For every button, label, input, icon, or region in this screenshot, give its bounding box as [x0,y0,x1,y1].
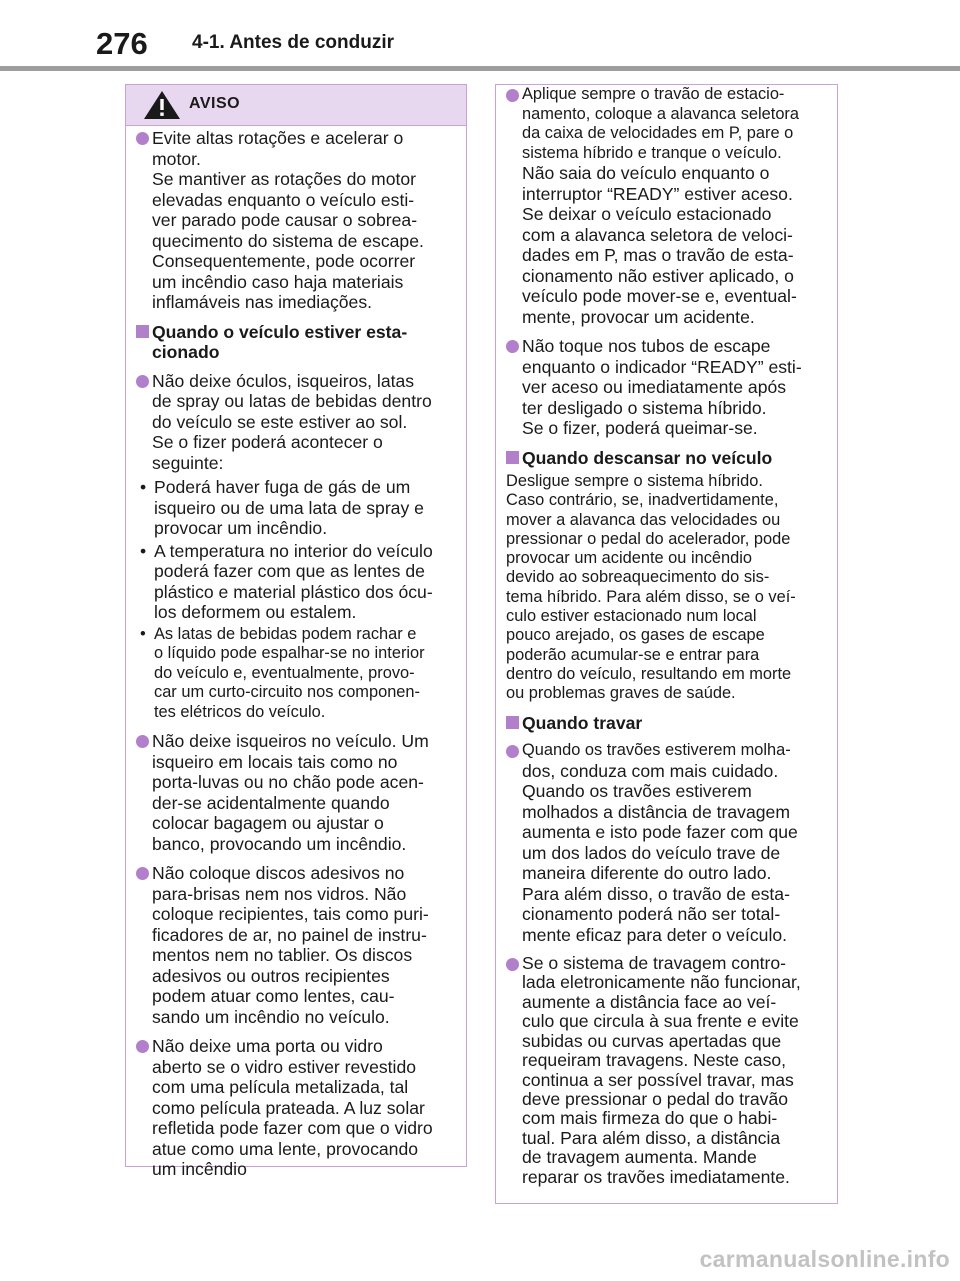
warning-box-left [125,84,467,1179]
text-line: pressionar o pedal do acelerador, pode [506,529,791,548]
bullet-icon [506,89,519,102]
bullet-icon [136,867,149,880]
text-line: colocar bagagem ou ajustar o [152,813,384,833]
text-line: coloque recipientes, tais como puri- [152,904,429,924]
subheading-parked [136,322,456,363]
warning-triangle-icon [142,89,182,121]
list-dot: • [140,477,147,497]
text-line: A temperatura no interior do veículo [154,540,433,561]
text-line: atue como uma lente, provocando [152,1138,419,1159]
text-line: adesivos ou outros recipientes [152,965,390,986]
text-line: refletida pode fazer com que o vidro [152,1118,433,1138]
text-line: Se o fizer, poderá queimar-se. [522,418,758,438]
warning-item-exhaust-pipes [506,336,827,439]
text-line: mente, provocar um acidente. [522,306,755,327]
text-line: Não saia do veículo enquanto o [522,163,770,183]
text-line: o líquido pode espalhar-se no interior [154,644,425,662]
text-line: isqueiro em locais tais como no [152,751,398,772]
text-line: lada eletronicamente não funcionar, [522,972,801,993]
text-line: cionado [152,342,220,362]
text-line: aberto se o vidro estiver revestido [152,1056,417,1077]
list-item [140,541,456,623]
warning-title: AVISO [189,95,241,112]
text-line: Evite altas rotações e acelerar o [152,128,404,148]
text-line: molhados a distância de travagem [522,801,790,822]
text-line: dentro do veículo, resultando em morte [506,664,792,683]
text-line: ter desligado o sistema híbrido. [522,397,767,418]
text-line: Não deixe uma porta ou vidro [152,1036,383,1056]
text-line: da caixa de velocidades em P, pare o [522,124,794,142]
square-bullet-icon [506,716,519,729]
text-line: ficadores de ar, no painel de instru- [152,924,427,945]
text-line: poderá fazer com que as lentes de [154,561,425,581]
text-line: deve pressionar o pedal do travão [522,1088,789,1109]
text-line: aumente a distância face ao veí- [522,991,777,1012]
bullet-icon [506,958,519,971]
text-line: Não deixe óculos, isqueiros, latas [152,370,415,391]
warning-item-sun [136,371,456,474]
bullet-icon [136,375,149,388]
text-line: poderão acumular-se e entrar para [506,645,760,664]
text-line: elevadas enquanto o veículo esti- [152,189,415,210]
text-line: namento, coloque a alavanca seletora [522,104,800,123]
text-line: Para além disso, o travão de esta- [522,883,790,904]
bullet-icon [136,132,149,145]
text-line: provocar um acidente ou incêndio [506,549,753,568]
text-line: Não toque nos tubos de escape [522,336,771,356]
text-line: motor. [152,148,201,169]
warning-item-window-film [136,1036,456,1180]
text-line: porta-luvas ou no chão pode acen- [152,772,424,792]
list-dot: • [140,540,147,561]
text-line: quecimento do sistema de escape. [152,230,424,251]
text-line: de spray ou latas de bebidas dentro [152,391,432,411]
text-line: um incêndio caso haja materiais [152,271,404,292]
warning-item-high-rpm [136,128,456,313]
text-line: como película prateada. A luz solar [152,1097,425,1118]
text-line: dades em P, mas o travão de esta- [522,245,794,265]
bullet-icon [136,735,149,748]
text-line: mentos nem no tablier. Os discos [152,945,413,965]
text-line: plástico e material plástico dos ócu- [154,581,433,602]
warning-item-ecb-failure [506,954,827,1187]
text-line: Se deixar o veículo estacionado [522,204,772,224]
text-line: dos, conduza com mais cuidado. [522,760,779,781]
subheading-text: Quando descansar no veículo [522,447,773,468]
subheading-resting [506,448,827,469]
subheading-braking [506,713,827,734]
text-line: seguinte: [152,452,224,473]
bullet-icon [506,340,519,353]
bullet-icon [506,745,519,758]
warning-box-right [495,84,838,1204]
text-line: Quando os travões estiverem [522,781,752,802]
text-line: culo estiver estacionado num local [506,607,757,626]
text-line: Se o fizer poderá acontecer o [152,432,383,452]
text-line: Desligue sempre o sistema híbrido. [506,472,763,490]
text-line: um incêndio [152,1159,247,1179]
text-line: continua a ser possível travar, mas [522,1069,794,1090]
text-line: maneira diferente do outro lado. [522,863,772,884]
text-line: culo que circula à sua frente e evite [522,1011,799,1032]
text-line: ver aceso ou imediatamente após [522,377,787,397]
list-item [140,625,456,723]
text-line: com mais firmeza do que o habi- [522,1108,778,1129]
text-line: Quando os travões estiverem molha- [522,741,791,760]
text-line: mente eficaz para deter o veículo. [522,924,788,945]
text-line: ver parado pode causar o sobrea- [152,210,418,230]
warning-header [126,85,466,126]
text-line: As latas de bebidas podem rachar e [154,624,417,643]
list-dot: • [140,624,146,643]
text-line: Não coloque discos adesivos no [152,863,405,883]
text-line: para-brisas nem nos vidros. Não [152,883,407,904]
text-line: inflamáveis nas imediações. [152,292,373,312]
text-line: cionamento poderá não ser total- [522,904,781,925]
warning-item-lighters [136,731,456,854]
text-line: com uma película metalizada, tal [152,1077,409,1097]
warning-item-wet-brakes [506,741,827,945]
text-line: pouco arejado, os gases de escape [506,626,765,645]
text-line: Se o sistema de travagem contro- [522,953,787,974]
text-line: com a alavanca seletora de veloci- [522,224,793,245]
bullet-icon [136,1040,149,1053]
text-line: car um curto-circuito nos componen- [154,683,420,701]
paragraph-resting [506,472,827,704]
text-line: do veículo se este estiver ao sol. [152,411,408,432]
text-line: do veículo e, eventualmente, provo- [154,663,415,682]
text-line: podem atuar como lentes, cau- [152,986,395,1006]
square-bullet-icon [506,451,519,464]
text-line: Se mantiver as rotações do motor [152,169,417,189]
text-line: ou problemas graves de saúde. [506,684,736,703]
text-line: los deformem ou estalem. [154,602,357,622]
text-line: sistema híbrido e tranque o veículo. [522,143,782,162]
text-line: reparar os travões imediatamente. [522,1166,790,1187]
list-item [140,477,456,539]
section-title: 4-1. Antes de conduzir [192,32,394,53]
page-number: 276 [96,26,148,61]
watermark: carmanualsonline.info [699,1246,950,1272]
subheading-text: Quando travar [522,712,643,733]
text-line: mover a alavanca das velocidades ou [506,510,781,529]
text-line: provocar um incêndio. [154,518,328,538]
text-line: um dos lados do veículo trave de [522,842,781,863]
header-rule [0,66,960,71]
text-line: de travagem aumenta. Mande [522,1147,757,1168]
text-line: sando um incêndio no veículo. [152,1006,390,1027]
warning-item-parking-brake [506,85,827,327]
text-line: banco, provocando um incêndio. [152,833,407,854]
text-line: tes elétricos do veículo. [154,702,326,721]
text-line: veículo pode mover-se e, eventual- [522,286,797,306]
text-line: Não deixe isqueiros no veículo. Um [152,731,429,751]
text-line: tema híbrido. Para além disso, se o veí- [506,587,796,606]
text-line: isqueiro ou de uma lata de spray e [154,497,424,518]
square-bullet-icon [136,325,149,338]
text-line: Poderá haver fuga de gás de um [154,477,411,497]
text-line: subidas ou curvas apertadas que [522,1030,782,1051]
text-line: aumenta e isto pode fazer com que [522,822,798,843]
text-line: tual. Para além disso, a distância [522,1127,781,1148]
text-line: enquanto o indicador “READY” esti- [522,356,802,377]
text-line: Consequentemente, pode ocorrer [152,251,416,271]
text-line: der-se acidentalmente quando [152,792,390,813]
text-line: cionamento não estiver aplicado, o [522,265,794,286]
text-line: interruptor “READY” estiver aceso. [522,183,793,204]
text-line: devido ao sobreaquecimento do sis- [506,568,770,587]
text-line: Caso contrário, se, inadvertidamente, [506,491,779,510]
warning-item-adhesive-discs [136,863,456,1027]
text-line: requeiram travagens. Neste caso, [522,1050,787,1071]
text-line: Aplique sempre o travão de estacio- [522,85,785,103]
text-line: Quando o veículo estiver esta- [152,321,408,342]
